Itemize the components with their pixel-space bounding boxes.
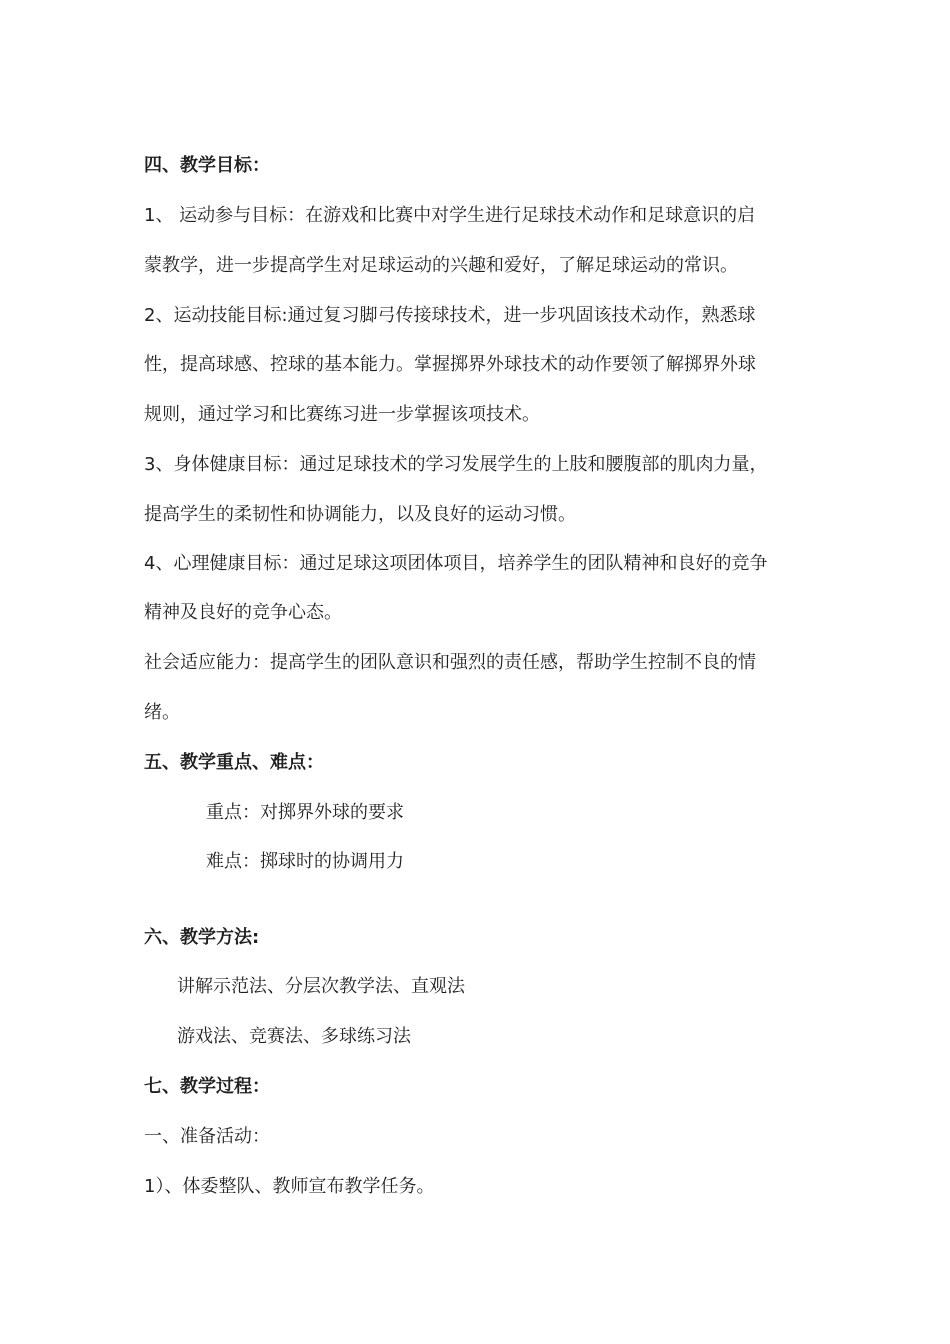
- objective-5-line-1: 社会适应能力：提高学生的团队意识和强烈的责任感，帮助学生控制不良的情: [144, 652, 756, 673]
- key-point: 重点：对掷界外球的要求: [206, 802, 404, 823]
- objective-2-line-1: 2、运动技能目标:通过复习脚弓传接球技术，进一步巩固该技术动作，熟悉球: [144, 305, 756, 326]
- section6-heading: 六、教学方法:: [144, 927, 260, 948]
- difficulty-point: 难点：掷球时的协调用力: [206, 851, 404, 872]
- preparation-step-1: 1）、体委整队、教师宣布教学任务。: [144, 1176, 435, 1197]
- objective-3-line-1: 3、身体健康目标：通过足球技术的学习发展学生的上肢和腰腹部的肌肉力量，: [144, 454, 768, 475]
- objective-4-line-1: 4、心理健康目标：通过足球这项团体项目，培养学生的团队精神和良好的竞争: [144, 553, 768, 574]
- section7-heading: 七、教学过程：: [144, 1076, 270, 1097]
- objective-1-line-1: 1、 运动参与目标：在游戏和比赛中对学生进行足球技术动作和足球意识的启: [144, 205, 756, 226]
- objective-2-line-3: 规则，通过学习和比赛练习进一步掌握该项技术。: [144, 404, 540, 425]
- objective-1-line-2: 蒙教学，进一步提高学生对足球运动的兴趣和爱好，了解足球运动的常识。: [144, 255, 738, 276]
- section4-heading: 四、教学目标：: [144, 155, 270, 176]
- objective-2-line-2: 性，提高球感、控球的基本能力。掌握掷界外球技术的动作要领了解掷界外球: [144, 354, 756, 375]
- objective-4-line-2: 精神及良好的竞争心态。: [144, 602, 342, 623]
- objective-3-line-2: 提高学生的柔韧性和协调能力，以及良好的运动习惯。: [144, 504, 576, 525]
- methods-line-1: 讲解示范法、分层次教学法、直观法: [177, 976, 465, 997]
- methods-line-2: 游戏法、竞赛法、多球练习法: [177, 1026, 411, 1047]
- section5-heading: 五、教学重点、难点：: [144, 752, 324, 773]
- objective-5-line-2: 绪。: [144, 702, 180, 723]
- preparation-heading: 一、准备活动：: [144, 1126, 270, 1147]
